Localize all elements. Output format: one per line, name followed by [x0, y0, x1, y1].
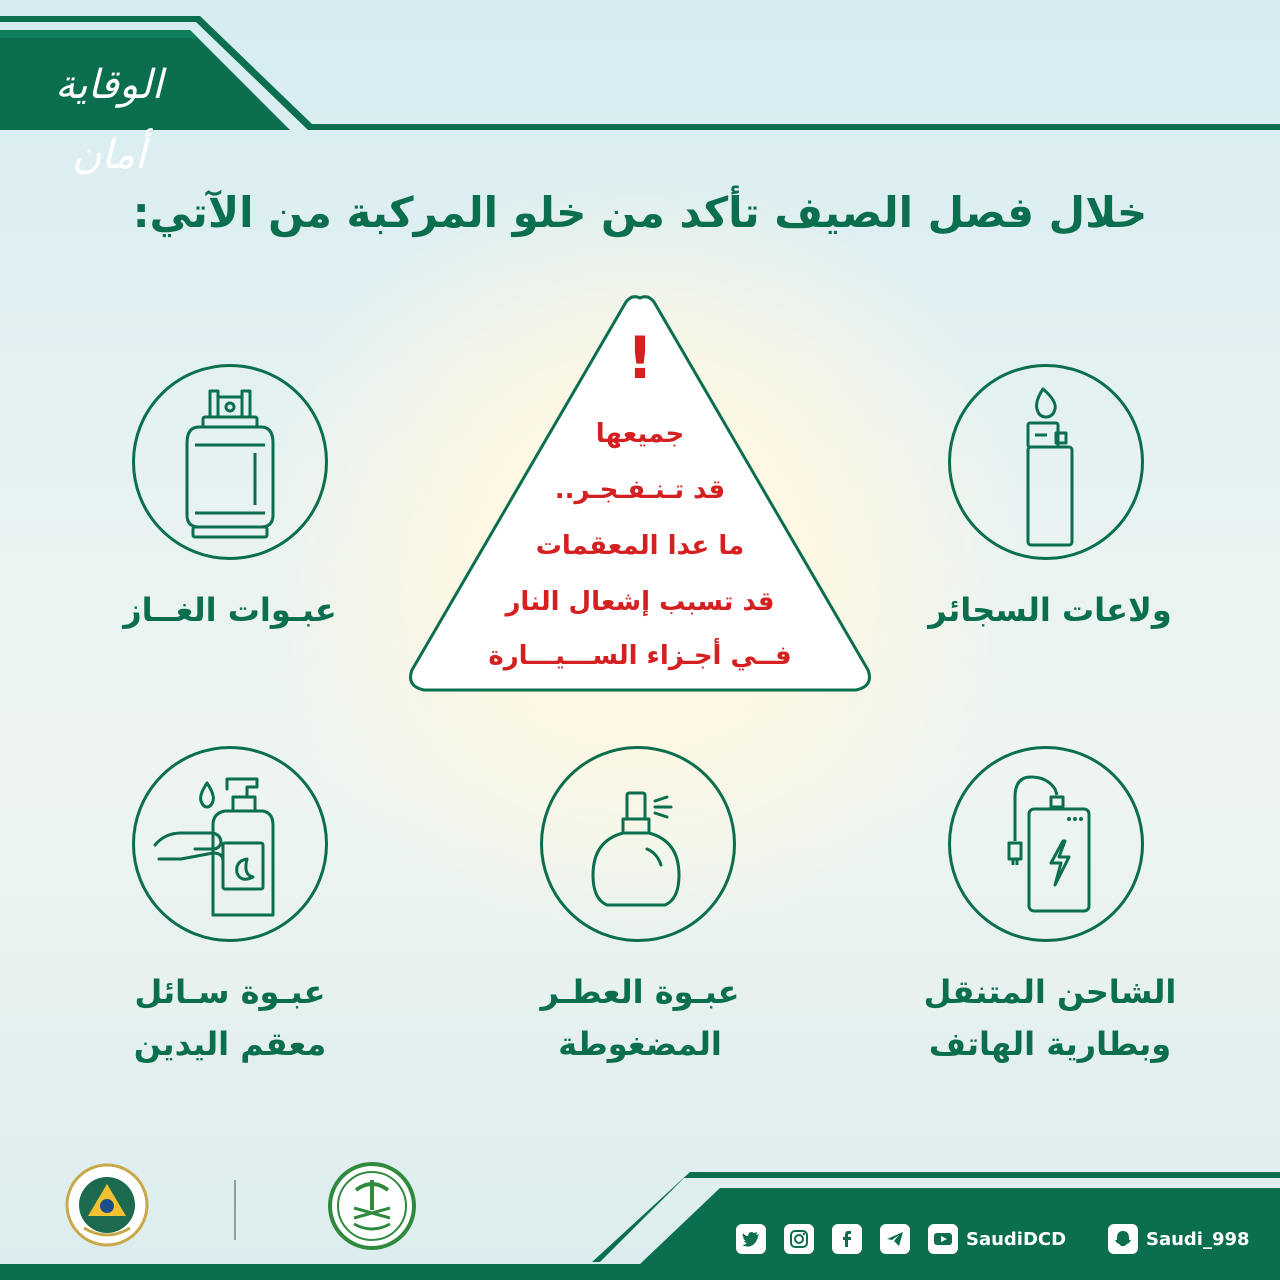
item-powerbank: [948, 746, 1144, 942]
warning-mark: !: [626, 324, 654, 392]
telegram-icon: [880, 1224, 910, 1254]
gas-cylinder-icon: [135, 367, 325, 557]
lighter-icon: [951, 367, 1141, 557]
ministry-emblem: [326, 1160, 418, 1252]
social-snapchat[interactable]: [1108, 1222, 1250, 1256]
item-perfume: [540, 746, 736, 942]
youtube-handle: SaudiDCD: [966, 1228, 1067, 1250]
social-telegram[interactable]: [880, 1222, 910, 1256]
item-perfume-line-2: المضغوطة: [558, 1025, 722, 1063]
item-perfume-label: [490, 966, 790, 1070]
perfume-spray-icon: [543, 749, 733, 939]
snapchat-icon: [1108, 1224, 1138, 1254]
item-perfume-line-1: عبـوة العطـر: [540, 973, 740, 1011]
item-gas-line-1: عبـوات الغــاز: [123, 591, 337, 629]
warning-line-3: ما عدا المعقمات: [535, 531, 745, 561]
power-bank-icon: [951, 749, 1141, 939]
snapchat-handle: Saudi_998: [1146, 1228, 1250, 1250]
header-logo: الوقاية أمان: [55, 62, 163, 178]
item-sanitizer-line-1: عبـوة سـائل: [134, 973, 326, 1011]
item-gas: [132, 364, 328, 560]
item-sanitizer-line-2: معقم اليدين: [133, 1025, 327, 1063]
youtube-icon: [928, 1224, 958, 1254]
instagram-icon: [784, 1224, 814, 1254]
social-facebook[interactable]: [832, 1222, 862, 1256]
item-lighter-label: [900, 584, 1200, 636]
item-lighter-line-1: ولاعات السجائر: [928, 591, 1172, 629]
warning-line-5: فــي أجـزاء الســـيـــارة: [488, 641, 792, 671]
hand-sanitizer-icon: [135, 749, 325, 939]
item-lighter: [948, 364, 1144, 560]
social-instagram[interactable]: [784, 1222, 814, 1256]
social-twitter[interactable]: [736, 1222, 766, 1256]
item-powerbank-line-1: الشاحن المتنقل: [923, 973, 1177, 1011]
social-youtube[interactable]: [928, 1222, 1066, 1256]
item-powerbank-line-2: وبطارية الهاتف: [928, 1025, 1172, 1063]
warning-line-1: جميعها: [595, 419, 685, 449]
civil-defense-emblem: [62, 1160, 152, 1250]
twitter-icon: [736, 1224, 766, 1254]
item-sanitizer-label: [90, 966, 370, 1070]
page-title: خلال فصل الصيف تأكد من خلو المركبة من الآتي:: [132, 188, 1148, 237]
facebook-icon: [832, 1224, 862, 1254]
item-powerbank-label: [900, 966, 1200, 1070]
item-sanitizer: [132, 746, 328, 942]
warning-line-4: قد تسبب إشعال النار: [505, 587, 775, 617]
warning-line-2: قد تـنـفـجـر..: [554, 475, 726, 505]
item-gas-label: [90, 584, 370, 636]
